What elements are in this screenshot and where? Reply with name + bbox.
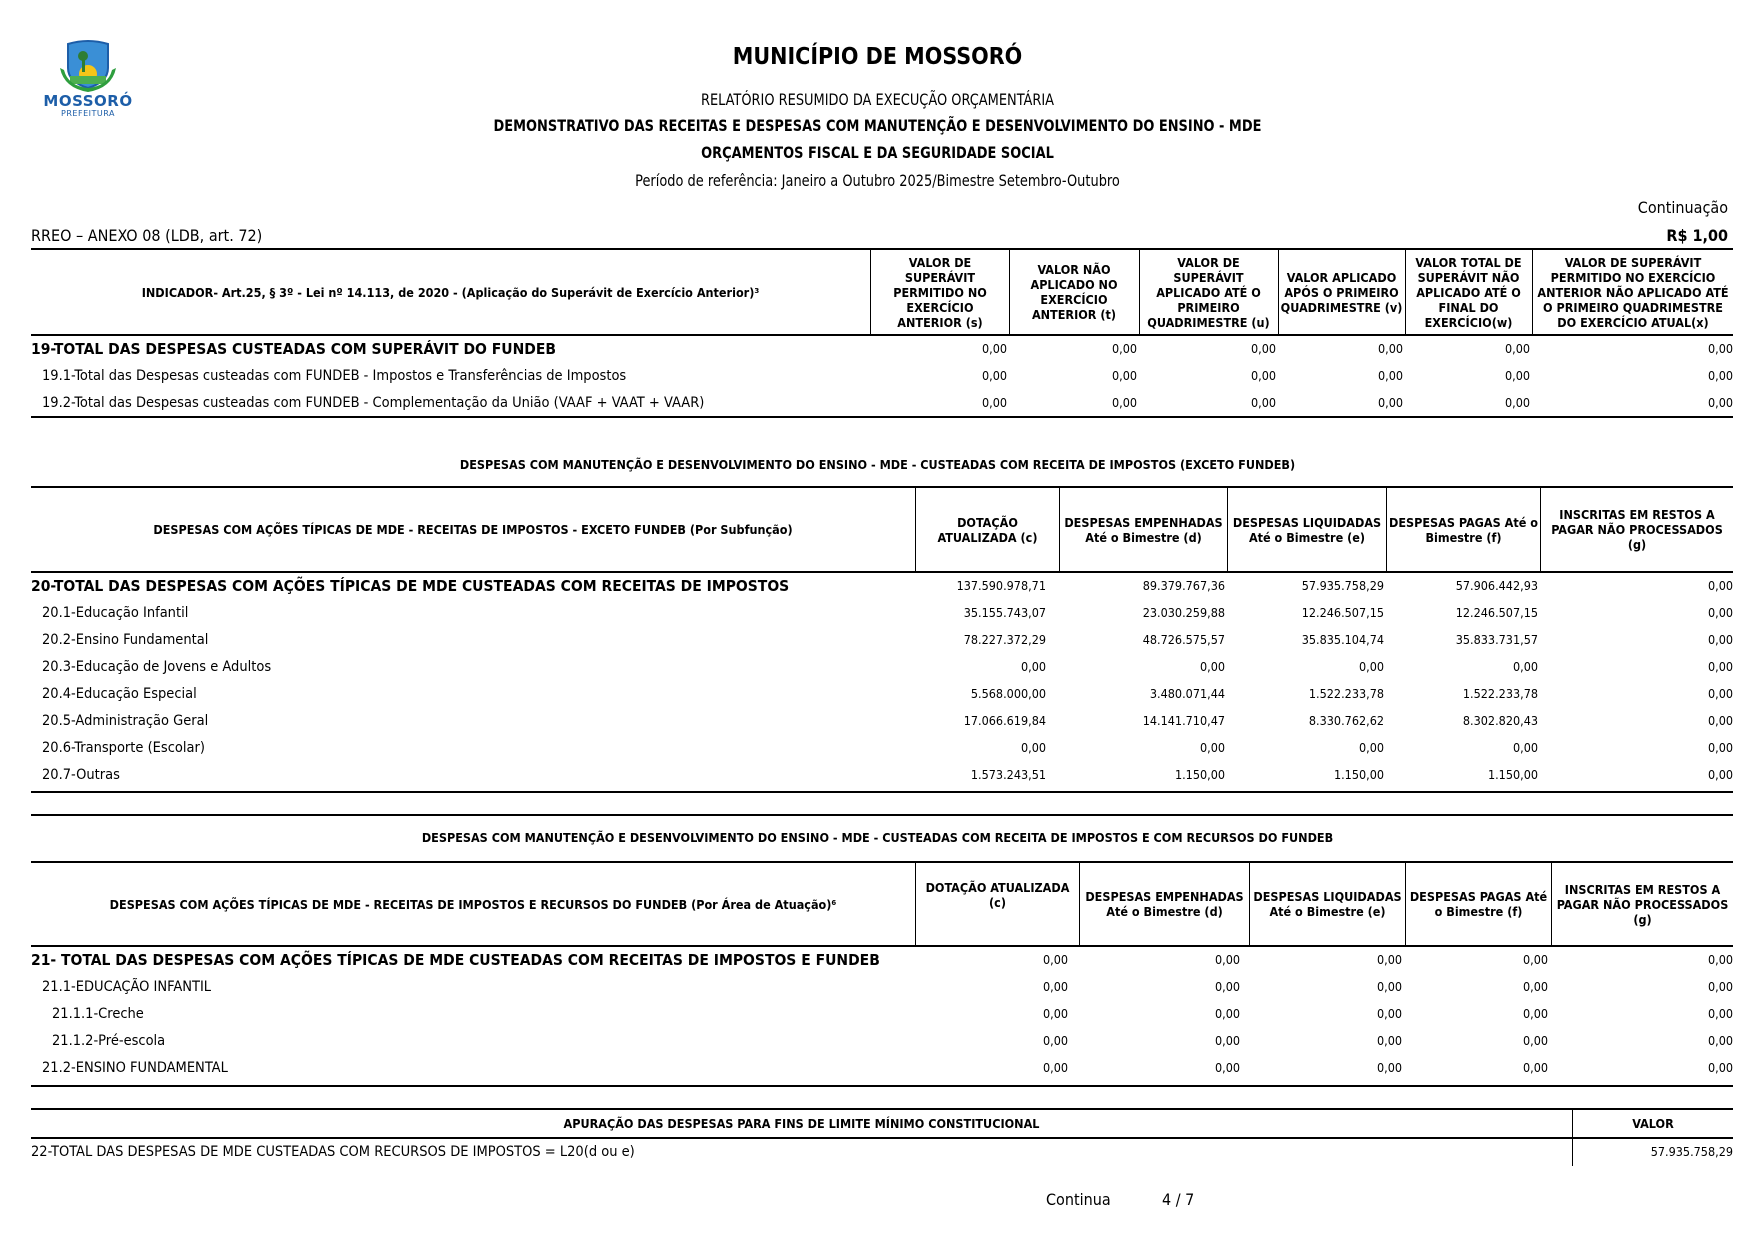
row-label: 19.2-Total das Despesas custeadas com FUNDEB - Complementação da União (VAAF + VAAT + VAAR) — [42, 394, 705, 411]
cell-value: 0,00 — [1214, 1006, 1240, 1021]
table1-header-x: VALOR DE SUPERÁVIT PERMITIDO NO EXERCÍCIO ANTERIOR NÃO APLICADO ATÉ O PRIMEIRO QUADRIMESTRE DO EXERCÍCIO ATUAL(x) — [1537, 254, 1729, 330]
cell-value: 48.726.575,57 — [1142, 632, 1225, 647]
row-label: 20.1-Educação Infantil — [42, 604, 189, 621]
table1-header-w: VALOR TOTAL DE SUPERÁVIT NÃO APLICADO ATÉ O FINAL DO EXERCÍCIO(w) — [1415, 254, 1522, 330]
table1-header-t: VALOR NÃO APLICADO NO EXERCÍCIO ANTERIOR (t) — [1030, 262, 1118, 322]
cell-value: 0,00 — [1214, 1060, 1240, 1075]
table4-header-apuracao: APURAÇÃO DAS DESPESAS PARA FINS DE LIMITE MÍNIMO CONSTITUCIONAL — [563, 1116, 1040, 1131]
cell-value: 0,00 — [1214, 1033, 1240, 1048]
table2-header-restos: INSCRITAS EM RESTOS A PAGAR NÃO PROCESSADOS (g) — [1551, 507, 1723, 552]
cell-value: 0,00 — [1377, 395, 1403, 410]
row-label: 21.1-EDUCAÇÃO INFANTIL — [42, 978, 212, 995]
report-subtitle: RELATÓRIO RESUMIDO DA EXECUÇÃO ORÇAMENTÁRIA — [700, 90, 1055, 109]
cell-value: 35.835.104,74 — [1301, 632, 1384, 647]
cell-value: 0,00 — [1376, 1060, 1402, 1075]
cell-value: 0,00 — [1707, 605, 1733, 620]
cell-value: 0,00 — [1522, 952, 1548, 967]
section-title: DESPESAS COM MANUTENÇÃO E DESENVOLVIMENTO DO ENSINO - MDE - CUSTEADAS COM RECEITA DE IMPOSTOS (EXCETO FUNDEB) — [459, 457, 1296, 472]
cell-value: 0,00 — [1111, 368, 1137, 383]
reference-period: Período de referência: Janeiro a Outubro 2025/Bimestre Setembro-Outubro — [635, 171, 1120, 190]
row-label: 20.2-Ensino Fundamental — [42, 631, 209, 648]
report-statement-title: DEMONSTRATIVO DAS RECEITAS E DESPESAS COM MANUTENÇÃO E DESENVOLVIMENTO DO ENSINO - MDE — [493, 116, 1262, 135]
row-label: 21- TOTAL DAS DESPESAS COM AÇÕES TÍPICAS DE MDE CUSTEADAS COM RECEITAS DE IMPOSTOS E FUNDEB — [31, 950, 880, 969]
cell-value: 8.302.820,43 — [1462, 713, 1538, 728]
cell-value: 0,00 — [1376, 952, 1402, 967]
cell-value: 0,00 — [1376, 979, 1402, 994]
cell-value: 0,00 — [1042, 1006, 1068, 1021]
table2-header-dotacao: DOTAÇÃO ATUALIZADA (c) — [937, 514, 1038, 545]
table3-header-restos: INSCRITAS EM RESTOS A PAGAR NÃO PROCESSADOS (g) — [1556, 881, 1729, 927]
cell-value: 0,00 — [1707, 713, 1733, 728]
cell-value: 0,00 — [1707, 395, 1733, 410]
cell-value: 1.150,00 — [1487, 767, 1538, 782]
cell-value: 137.590.978,71 — [956, 578, 1046, 593]
cell-value: 0,00 — [1512, 659, 1538, 674]
row-label: 21.2-ENSINO FUNDAMENTAL — [42, 1059, 228, 1076]
row-label: 20.4-Educação Especial — [42, 685, 197, 702]
table3-header-liquidadas: DESPESAS LIQUIDADAS Até o Bimestre (e) — [1253, 889, 1402, 919]
cell-value: 14.141.710,47 — [1142, 713, 1225, 728]
cell-value: 0,00 — [1358, 659, 1384, 674]
cell-value: 0,00 — [1707, 979, 1733, 994]
continue-label: Continua — [1046, 1190, 1111, 1209]
table1-header-v: VALOR APLICADO APÓS O PRIMEIRO QUADRIMESTRE (v) — [1280, 269, 1403, 315]
cell-value: 57.935.758,29 — [1301, 578, 1384, 593]
cell-value: 0,00 — [1707, 1033, 1733, 1048]
table4-header-valor: VALOR — [1632, 1116, 1674, 1131]
table3-header-area: DESPESAS COM AÇÕES TÍPICAS DE MDE - RECEITAS DE IMPOSTOS E RECURSOS DO FUNDEB (Por Área de Atuação)⁶ — [109, 896, 837, 912]
cell-value: 89.379.767,36 — [1142, 578, 1225, 593]
row-label: 20.5-Administração Geral — [42, 712, 209, 729]
table3-header-dotacao: DOTAÇÃO ATUALIZADA (c) — [925, 880, 1070, 910]
cell-value: 0,00 — [1707, 632, 1733, 647]
page-title: MUNICÍPIO DE MOSSORÓ — [732, 44, 1023, 70]
cell-value: 78.227.372,29 — [963, 632, 1046, 647]
cell-value: 1.573.243,51 — [970, 767, 1046, 782]
row-label: 22-TOTAL DAS DESPESAS DE MDE CUSTEADAS COM RECURSOS DE IMPOSTOS = L20(d ou e) — [31, 1143, 635, 1160]
table3-header-empenhadas: DESPESAS EMPENHADAS Até o Bimestre (d) — [1085, 889, 1244, 919]
cell-value: 0,00 — [1504, 395, 1530, 410]
row-label: 19.1-Total das Despesas custeadas com FUNDEB - Impostos e Transferências de Impostos — [42, 367, 627, 384]
table3-header-pagas: DESPESAS PAGAS Até o Bimestre (f) — [1409, 889, 1548, 919]
cell-value: 0,00 — [981, 341, 1007, 356]
logo-subtitle: PREFEITURA — [61, 109, 115, 118]
row-label: 20-TOTAL DAS DESPESAS COM AÇÕES TÍPICAS DE MDE CUSTEADAS COM RECEITAS DE IMPOSTOS — [31, 576, 790, 595]
cell-value: 0,00 — [1250, 395, 1276, 410]
cell-value: 0,00 — [1504, 368, 1530, 383]
cell-value: 0,00 — [1042, 1060, 1068, 1075]
cell-value: 0,00 — [1376, 1006, 1402, 1021]
cell-value: 0,00 — [1522, 1006, 1548, 1021]
cell-value: 0,00 — [1042, 952, 1068, 967]
cell-value: 0,00 — [1111, 341, 1137, 356]
cell-value: 35.833.731,57 — [1455, 632, 1538, 647]
cell-value: 0,00 — [1020, 740, 1046, 755]
cell-value: 1.522.233,78 — [1462, 686, 1538, 701]
cell-value: 0,00 — [1522, 979, 1548, 994]
cell-value: 12.246.507,15 — [1301, 605, 1384, 620]
continuation-label: Continuação — [1637, 198, 1728, 217]
cell-value: 0,00 — [1111, 395, 1137, 410]
cell-value: 0,00 — [1707, 767, 1733, 782]
row-label: 20.6-Transporte (Escolar) — [42, 739, 205, 756]
cell-value: 0,00 — [1376, 1033, 1402, 1048]
row-label: 20.3-Educação de Jovens e Adultos — [42, 658, 272, 675]
cell-value: 5.568.000,00 — [970, 686, 1046, 701]
currency-unit: R$ 1,00 — [1666, 226, 1728, 245]
cell-value: 1.522.233,78 — [1308, 686, 1384, 701]
row-label: 20.7-Outras — [42, 766, 120, 783]
cell-value: 0,00 — [1504, 341, 1530, 356]
cell-value: 0,00 — [1707, 740, 1733, 755]
cell-value: 0,00 — [1512, 740, 1538, 755]
cell-value: 0,00 — [1250, 368, 1276, 383]
cell-value: 0,00 — [1199, 740, 1225, 755]
section-title: DESPESAS COM MANUTENÇÃO E DESENVOLVIMENTO DO ENSINO - MDE - CUSTEADAS COM RECEITA DE IMPOSTOS E COM RECURSOS DO FUNDEB — [421, 830, 1334, 845]
row-label: 19-TOTAL DAS DESPESAS CUSTEADAS COM SUPERÁVIT DO FUNDEB — [31, 339, 557, 358]
annex-label: RREO – ANEXO 08 (LDB, art. 72) — [31, 226, 263, 245]
cell-value: 0,00 — [1020, 659, 1046, 674]
table2-header-pagas: DESPESAS PAGAS Até o Bimestre (f) — [1389, 514, 1538, 545]
table1-header-s: VALOR DE SUPERÁVIT PERMITIDO NO EXERCÍCIO ANTERIOR (s) — [893, 254, 987, 330]
cell-value: 0,00 — [1377, 341, 1403, 356]
report-budget-title: ORÇAMENTOS FISCAL E DA SEGURIDADE SOCIAL — [701, 143, 1054, 162]
cell-value: 0,00 — [1377, 368, 1403, 383]
cell-value: 0,00 — [1358, 740, 1384, 755]
cell-value: 1.150,00 — [1333, 767, 1384, 782]
row-label: 21.1.2-Pré-escola — [52, 1032, 166, 1049]
cell-value: 0,00 — [1707, 1006, 1733, 1021]
table1-header-indicator: INDICADOR- Art.25, § 3º - Lei nº 14.113, de 2020 - (Aplicação do Superávit de Exercício Anterior)³ — [141, 284, 760, 300]
cell-value: 0,00 — [1522, 1033, 1548, 1048]
table1-header-u: VALOR DE SUPERÁVIT APLICADO ATÉ O PRIMEIRO QUADRIMESTRE (u) — [1147, 254, 1270, 330]
cell-value: 0,00 — [1522, 1060, 1548, 1075]
page-number: 4 / 7 — [1162, 1190, 1195, 1209]
cell-value: 0,00 — [1214, 952, 1240, 967]
cell-value: 0,00 — [1707, 578, 1733, 593]
row-label: 21.1.1-Creche — [52, 1005, 144, 1022]
cell-value: 0,00 — [981, 395, 1007, 410]
table2-header-liquidadas: DESPESAS LIQUIDADAS Até o Bimestre (e) — [1232, 514, 1382, 545]
cell-value: 0,00 — [1707, 368, 1733, 383]
cell-value: 0,00 — [1042, 979, 1068, 994]
cell-value: 0,00 — [1707, 952, 1733, 967]
cell-value: 1.150,00 — [1174, 767, 1225, 782]
cell-value: 0,00 — [1707, 659, 1733, 674]
cell-value: 0,00 — [1199, 659, 1225, 674]
cell-value: 3.480.071,44 — [1149, 686, 1225, 701]
cell-value: 57.935.758,29 — [1650, 1144, 1733, 1159]
cell-value: 17.066.619,84 — [963, 713, 1046, 728]
cell-value: 23.030.259,88 — [1142, 605, 1225, 620]
cell-value: 8.330.762,62 — [1308, 713, 1384, 728]
cell-value: 0,00 — [1214, 979, 1240, 994]
cell-value: 35.155.743,07 — [963, 605, 1046, 620]
cell-value: 0,00 — [1707, 341, 1733, 356]
table2-header-subfuncao: DESPESAS COM AÇÕES TÍPICAS DE MDE - RECEITAS DE IMPOSTOS - EXCETO FUNDEB (Por Subfunção) — [153, 522, 793, 537]
cell-value: 12.246.507,15 — [1455, 605, 1538, 620]
cell-value: 57.906.442,93 — [1455, 578, 1538, 593]
cell-value: 0,00 — [1707, 686, 1733, 701]
cell-value: 0,00 — [1250, 341, 1276, 356]
cell-value: 0,00 — [1707, 1060, 1733, 1075]
cell-value: 0,00 — [1042, 1033, 1068, 1048]
cell-value: 0,00 — [981, 368, 1007, 383]
table2-header-empenhadas: DESPESAS EMPENHADAS Até o Bimestre (d) — [1064, 514, 1223, 545]
logo-name: MOSSORÓ — [43, 92, 133, 110]
